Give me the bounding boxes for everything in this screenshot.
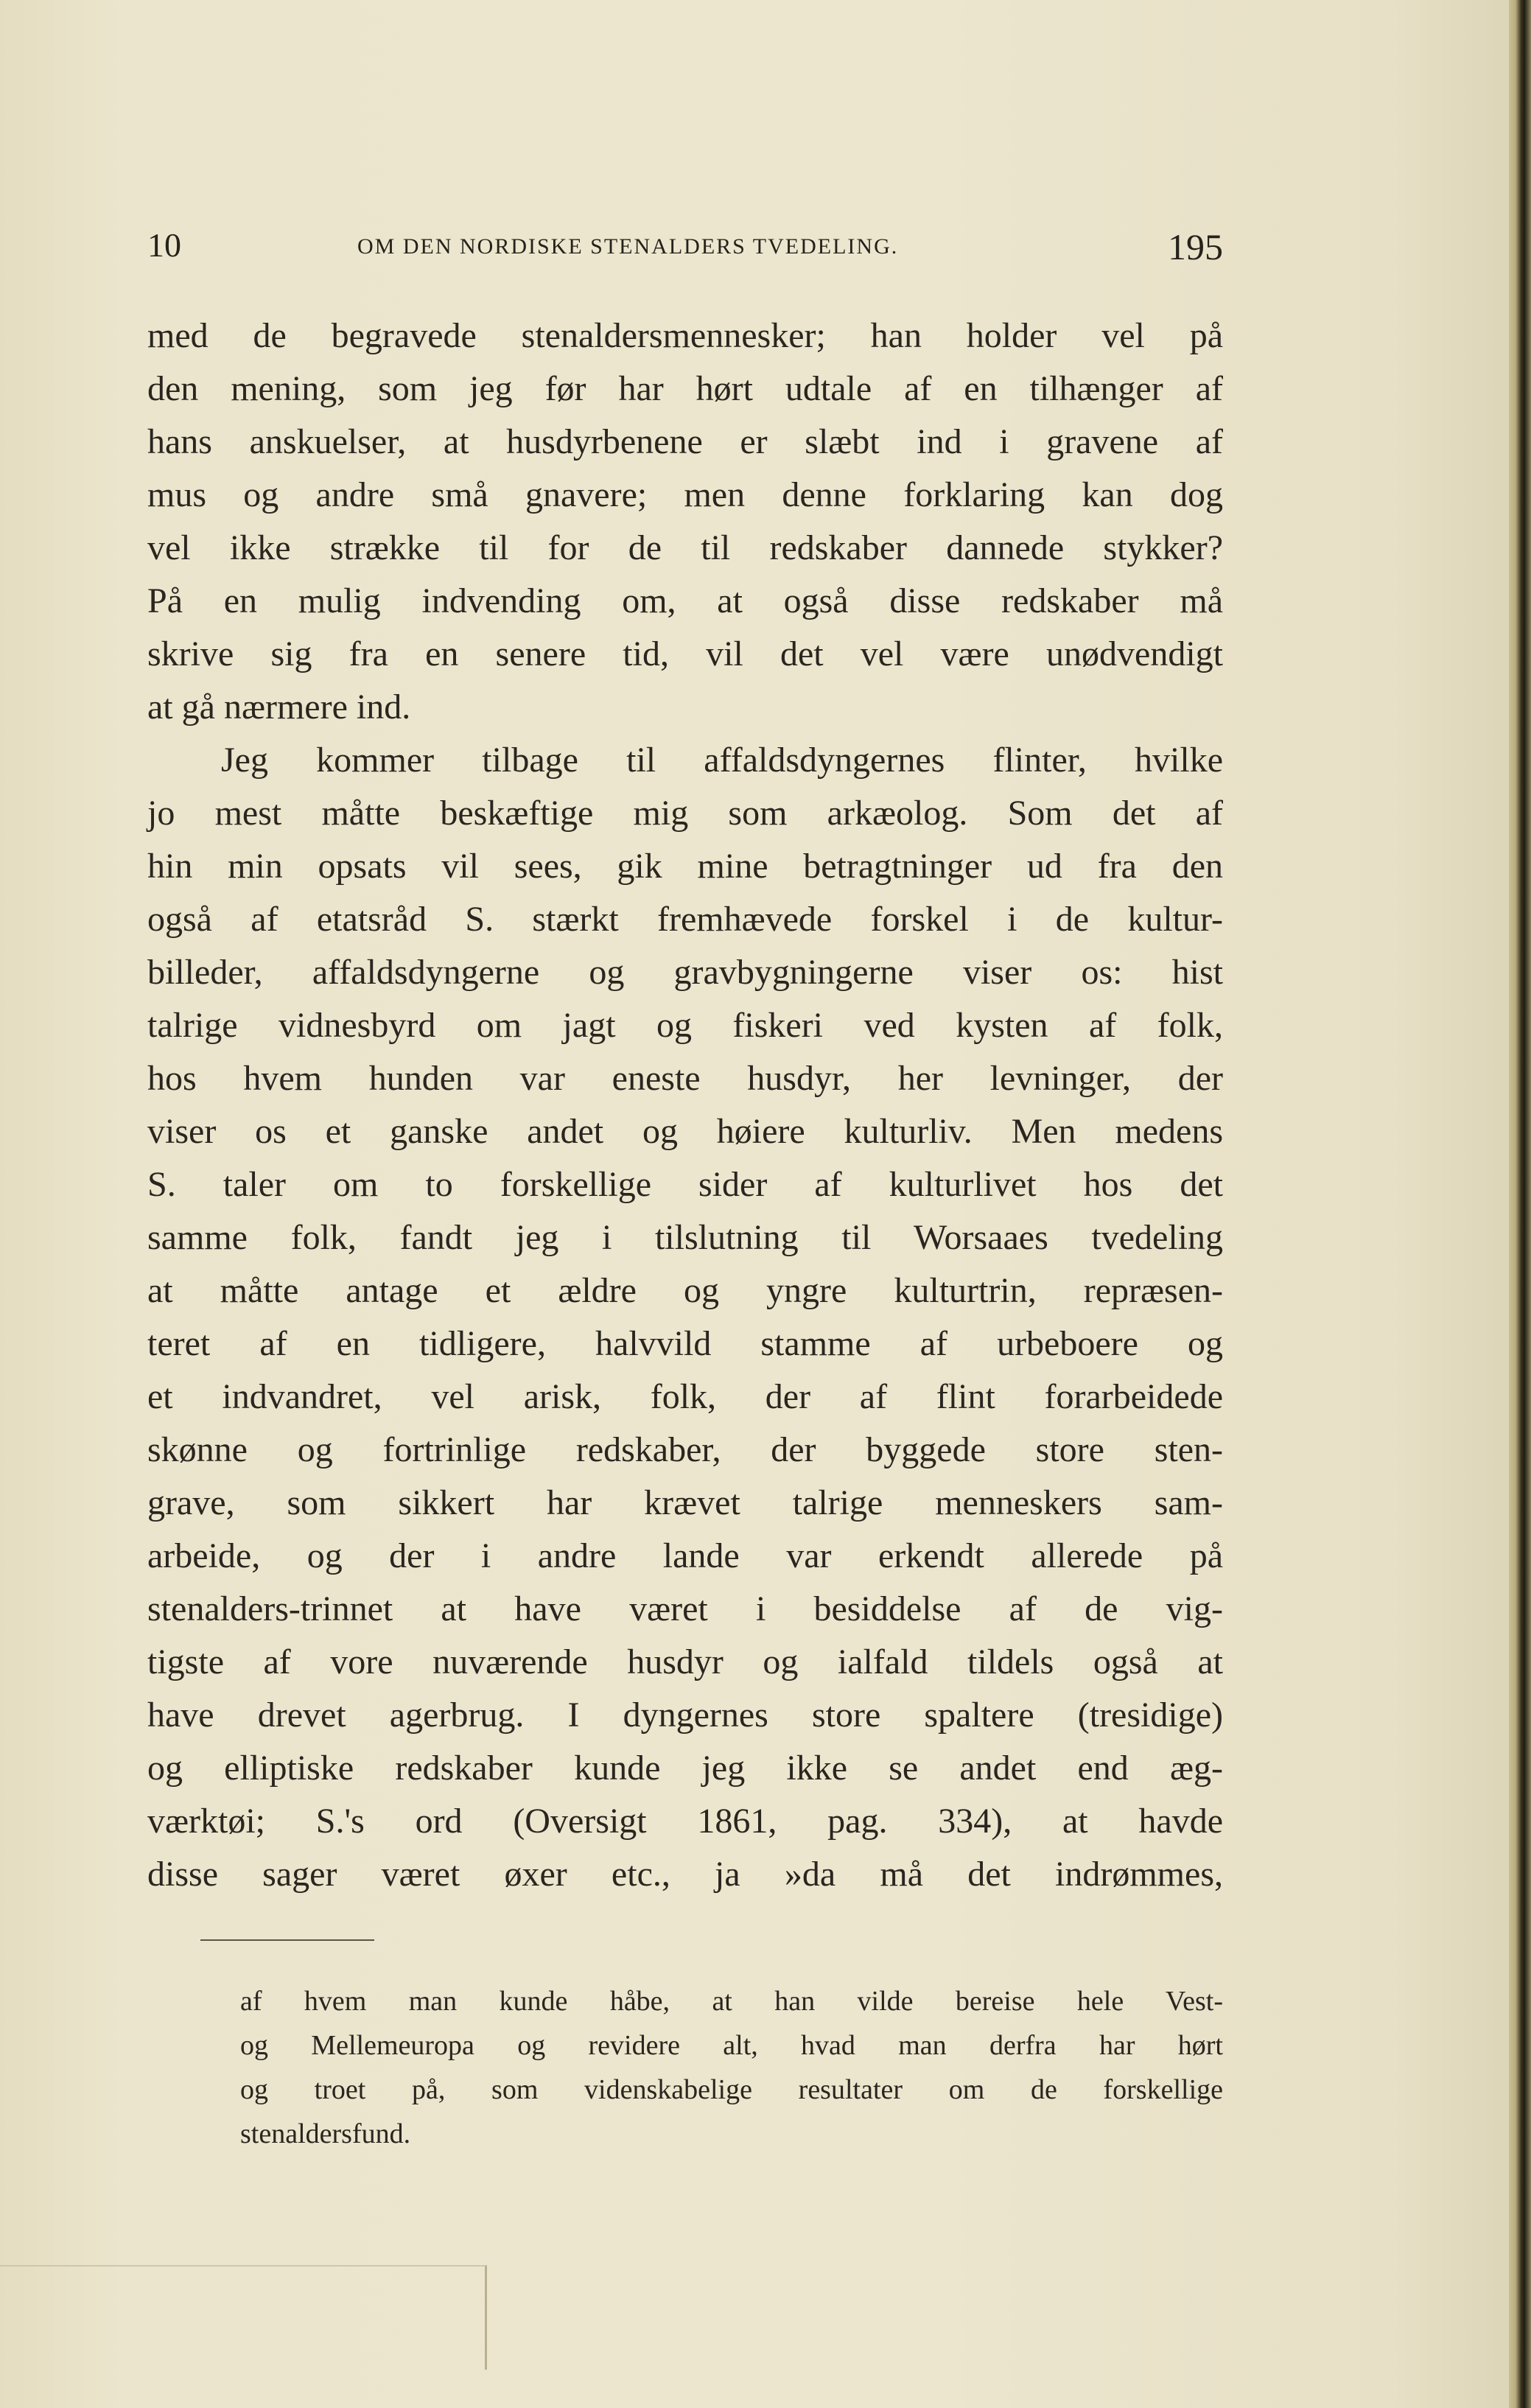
body-line: og elliptiske redskaber kunde jeg ikke se andet end æg- <box>147 1749 1223 1788</box>
body-line: at måtte antage et ældre og yngre kulturtrin, repræsen- <box>147 1271 1223 1310</box>
body-line: viser os et ganske andet og høiere kulturliv. Men medens <box>147 1112 1223 1151</box>
body-line: have drevet agerbrug. I dyngernes store spaltere (tresidige) <box>147 1695 1223 1735</box>
body-line: arbeide, og der i andre lande var erkendt allerede på <box>147 1536 1223 1575</box>
body-line: teret af en tidligere, halvvild stamme af urbeboere og <box>147 1324 1223 1363</box>
body-line: stenalders-trinnet at have været i besiddelse af de vig- <box>147 1589 1223 1628</box>
running-header <box>147 225 1223 270</box>
body-line: skrive sig fra en senere tid, vil det vel være unødvendigt <box>147 634 1223 673</box>
scan-artifact-box <box>0 2265 487 2370</box>
footnote-line: og Mellemeuropa og revidere alt, hvad man derfra har hørt <box>240 2030 1223 2061</box>
footnote <box>240 1979 1223 2156</box>
body-line: hans anskuelser, at husdyrbenene er slæbt ind i gravene af <box>147 422 1223 461</box>
body-line: hos hvem hunden var eneste husdyr, her levninger, der <box>147 1059 1223 1098</box>
footnote-divider <box>200 1939 374 1941</box>
body-line: værktøi; S.'s ord (Oversigt 1861, pag. 334), at havde <box>147 1802 1223 1841</box>
body-line: mus og andre små gnavere; men denne forklaring kan dog <box>147 475 1223 514</box>
body-line: jo mest måtte beskæftige mig som arkæolog. Som det af <box>147 794 1223 833</box>
body-line: grave, som sikkert har krævet talrige menneskers sam- <box>147 1483 1223 1522</box>
sheet-number: 10 <box>147 226 181 264</box>
body-line: disse sager været øxer etc., ja »da må det indrømmes, <box>147 1855 1223 1894</box>
body-line: tigste af vore nuværende husdyr og ialfald tildels også at <box>147 1642 1223 1681</box>
body-line: S. taler om to forskellige sider af kulturlivet hos det <box>147 1165 1223 1204</box>
body-line: På en mulig indvending om, at også disse redskaber må <box>147 581 1223 620</box>
footnote-line: stenaldersfund. <box>240 2118 411 2149</box>
running-title: OM DEN NORDISKE STENALDERS TVEDELING. <box>357 234 899 259</box>
footnote-line: og troet på, som videnskabelige resultater om de forskellige <box>240 2074 1223 2105</box>
body-line: vel ikke strække til for de til redskaber dannede stykker? <box>147 528 1223 567</box>
body-line: talrige vidnesbyrd om jagt og fiskeri ved kysten af folk, <box>147 1006 1223 1045</box>
body-line: skønne og fortrinlige redskaber, der byggede store sten- <box>147 1430 1223 1469</box>
body-line: Jeg kommer tilbage til affaldsdyngernes flinter, hvilke <box>221 741 1223 780</box>
body-line: med de begravede stenaldersmennesker; han holder vel på <box>147 316 1223 355</box>
body-line: samme folk, fandt jeg i tilslutning til Worsaaes tvedeling <box>147 1218 1223 1257</box>
book-spine-edge <box>1509 0 1531 2408</box>
body-line: den mening, som jeg før har hørt udtale af en tilhænger af <box>147 369 1223 408</box>
body-line: et indvandret, vel arisk, folk, der af flint forarbeidede <box>147 1377 1223 1416</box>
page-number: 195 <box>1168 226 1223 267</box>
body-line: hin min opsats vil sees, gik mine betragtninger ud fra den <box>147 847 1223 886</box>
body-line: også af etatsråd S. stærkt fremhævede forskel i de kultur- <box>147 900 1223 939</box>
body-line: at gå nærmere ind. <box>147 687 411 727</box>
footnote-line: af hvem man kunde håbe, at han vilde bereise hele Vest- <box>240 1986 1223 2017</box>
body-text <box>147 309 1223 1901</box>
body-line: billeder, affaldsdyngerne og gravbygningerne viser os: hist <box>147 953 1223 992</box>
